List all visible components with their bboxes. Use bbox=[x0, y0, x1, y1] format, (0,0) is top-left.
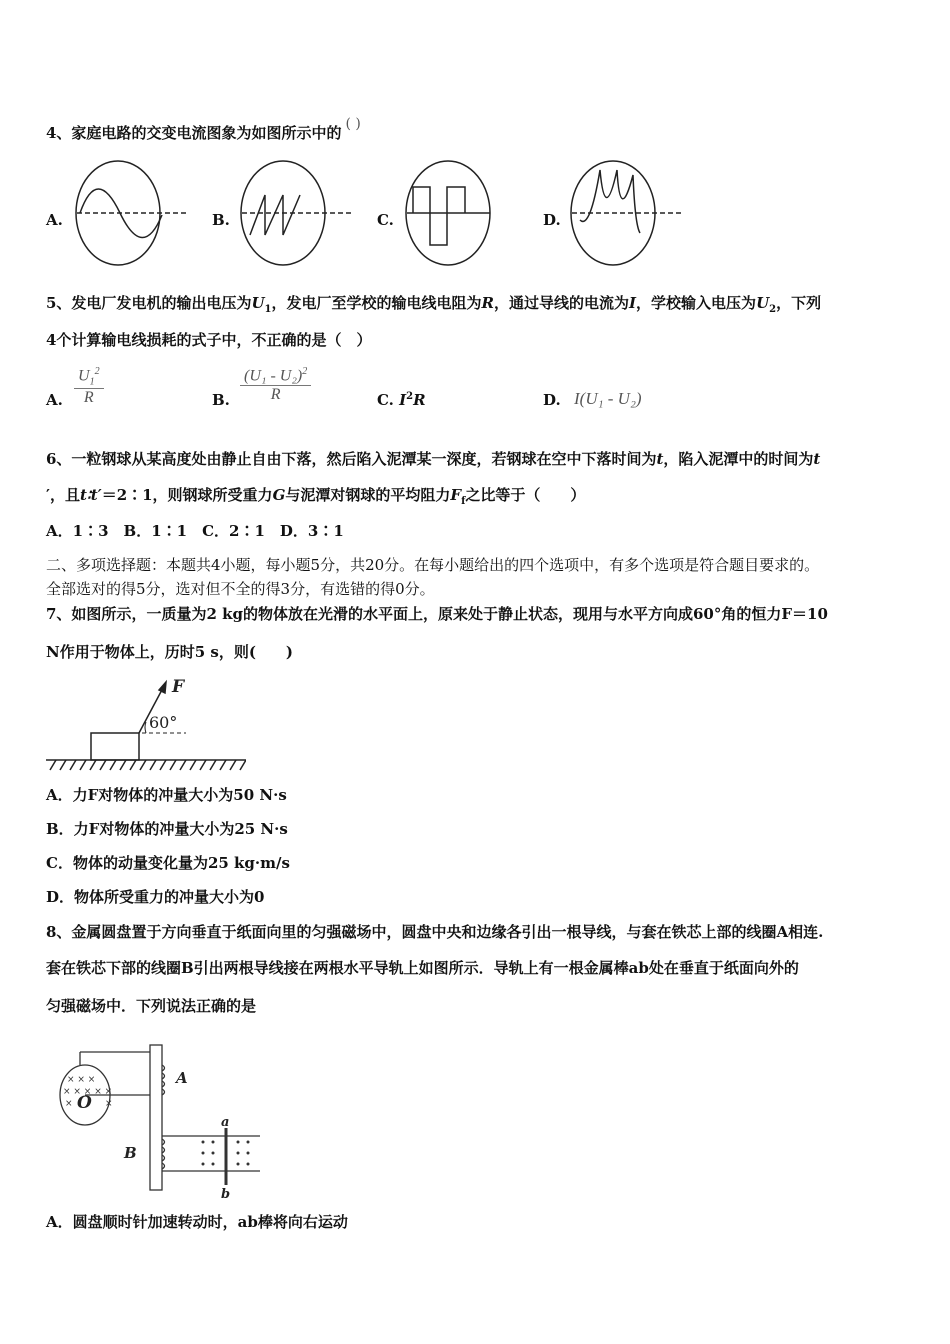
q4-option-d: D. bbox=[543, 211, 561, 229]
q4-option-a: A. bbox=[46, 211, 63, 229]
q5-option-a-label: A. bbox=[46, 391, 63, 409]
q6-options: A．1∶3 B．1∶1 C．2∶1 D．3∶1 bbox=[46, 522, 344, 540]
q6-stem-line1: 6、一粒钢球从某高度处由静止自由下落，然后陷入泥潭某一深度，若钢球在空中下落时间为t，陷入泥潭中的时间为t bbox=[46, 450, 821, 468]
angle-label: 60° bbox=[149, 713, 178, 732]
q5-option-a-formula: $\frac{U_1^2}{R}$ bbox=[74, 366, 104, 407]
q7-stem-line1: 7、如图所示，一质量为2 kg的物体放在光滑的水平面上，原来处于静止状态，现用与水平方向成60°角的恒力F＝10 bbox=[46, 605, 828, 623]
disc-center-label: O bbox=[77, 1093, 92, 1113]
q5-option-b-formula: $\frac{(U_1 - U_2)^2}{R}$ bbox=[240, 366, 311, 404]
q7-option-a: A．力F对物体的冲量大小为50 N·s bbox=[46, 786, 287, 804]
q5-option-c: C. $I^2R$ bbox=[377, 391, 426, 409]
q7-option-c: C．物体的动量变化量为25 kg·m/s bbox=[46, 854, 290, 872]
rod-end-b-label: b bbox=[221, 1187, 231, 1200]
q7-stem-line2: N作用于物体上，历时5 s，则( ) bbox=[46, 643, 294, 661]
q4-text: 4、家庭电路的交变电流图象为如图所示中的 bbox=[46, 124, 342, 142]
q5-option-b-label: B. bbox=[212, 391, 230, 409]
sine-wave-diagram bbox=[76, 161, 187, 265]
section2-heading-line2: 全部选对的得5分，选对但不全的得3分，有选错的得0分。 bbox=[46, 580, 435, 598]
coil-b-label: B bbox=[124, 1144, 137, 1162]
spike-wave-diagram bbox=[571, 161, 682, 265]
section2-heading-line1: 二、多项选择题：本题共4小题，每小题5分，共20分。在每小题给出的四个选项中，有多个选项是符合题目要求的。 bbox=[46, 556, 820, 574]
q6-stem-line2: ′，且t∶t′＝2∶1，则钢球所受重力G与泥潭对钢球的平均阻力$F_f$之比等于（ ） bbox=[46, 486, 586, 507]
q5-stem-line1: 5、发电厂发电机的输出电压为$U_1$，发电厂至学校的输电线电阻为R，通过导线的电流为I，学校输入电压为$U_2$，下列 bbox=[46, 294, 822, 315]
q5-stem-line2: 4个计算输电线损耗的式子中，不正确的是（ ） bbox=[46, 331, 372, 349]
q4-option-c: C. bbox=[377, 211, 394, 229]
square-wave-diagram bbox=[406, 161, 490, 265]
iron-core bbox=[150, 1045, 162, 1190]
q4-option-b: B. bbox=[212, 211, 230, 229]
svg-text:× × × × ×: × × × × × bbox=[63, 1087, 113, 1097]
q5-option-d-formula: I(U₁ - U₂) bbox=[574, 389, 642, 408]
coil-a-label: A bbox=[176, 1069, 188, 1087]
q8-stem-line3: 匀强磁场中．下列说法正确的是 bbox=[46, 997, 257, 1015]
q4-paren: ( ) bbox=[345, 116, 361, 132]
svg-text:×: × bbox=[65, 1099, 73, 1109]
force-label: F bbox=[172, 677, 185, 697]
q7-option-b: B．力F对物体的冲量大小为25 N·s bbox=[46, 820, 288, 838]
q8-stem-line2: 套在铁芯下部的线圈B引出两根导线接在两根水平导轨上如图所示．导轨上有一根金属棒ab处在垂直于纸面向外的 bbox=[46, 959, 799, 977]
q8-option-a: A．圆盘顺时针加速转动时，ab棒将向右运动 bbox=[46, 1213, 348, 1231]
q5-option-d-label: D. bbox=[543, 391, 561, 409]
svg-text:×: × bbox=[105, 1099, 113, 1109]
q7-force-diagram bbox=[46, 672, 246, 772]
rod-end-a-label: a bbox=[221, 1115, 230, 1130]
sawtooth-wave-diagram bbox=[241, 161, 352, 265]
q8-stem-line1: 8、金属圆盘置于方向垂直于纸面向里的匀强磁场中，圆盘中央和边缘各引出一根导线，与套在铁芯上部的线圈A相连. bbox=[46, 923, 824, 941]
q4-stem bbox=[46, 114, 361, 143]
q8-circuit-diagram bbox=[50, 1040, 270, 1200]
q7-option-d: D．物体所受重力的冲量大小为0 bbox=[46, 888, 265, 906]
q4-waveform-figures bbox=[70, 155, 690, 275]
svg-text:× × ×: × × × bbox=[67, 1075, 96, 1085]
